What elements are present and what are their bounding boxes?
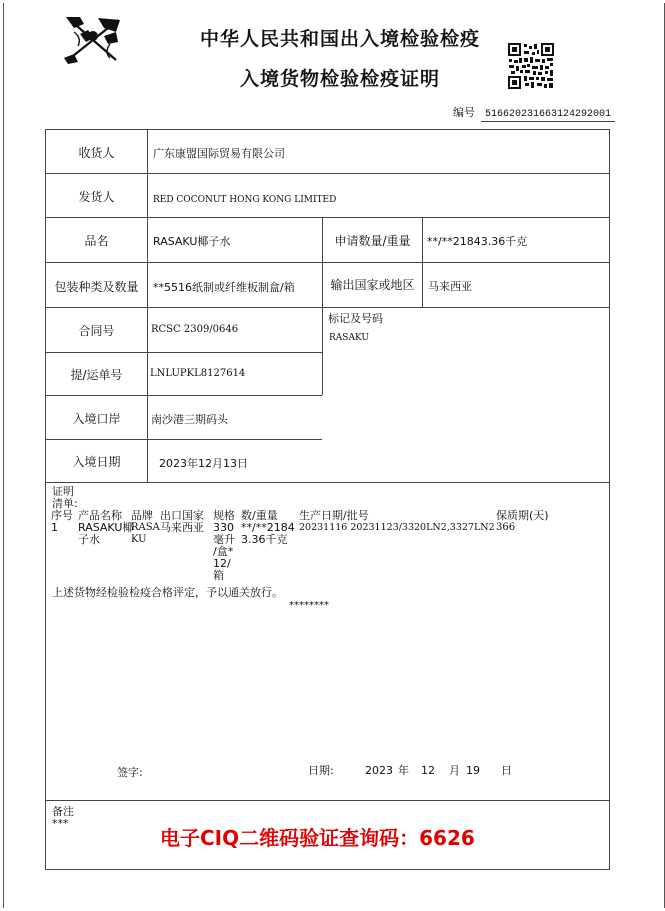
- serial-number: [453, 104, 615, 120]
- row-spec-2: 毫升: [213, 533, 235, 546]
- goods-value: RASAKU椰子水: [153, 235, 231, 248]
- entry-date-label: 入境日期: [72, 455, 121, 469]
- qr-code[interactable]: [507, 42, 555, 90]
- marks-value: RASAKU: [329, 333, 369, 343]
- row-spec-5: 箱: [213, 569, 224, 582]
- row-brand-2: KU: [131, 534, 147, 545]
- col-name: 产品名称: [78, 509, 122, 522]
- row-spec-4: 12/: [213, 557, 231, 570]
- row-brand-1: RASA: [131, 522, 160, 533]
- conclusion-text: 上述货物经检验检疫合格评定，予以通关放行。: [52, 586, 283, 599]
- row-qty-2: 3.36千克: [241, 533, 288, 546]
- date-day: 19: [466, 764, 480, 777]
- row-spec-3: /盒*: [213, 545, 234, 558]
- consignor-value: RED COCONUT HONG KONG LIMITED: [153, 195, 337, 205]
- signature-label: 签字:: [117, 766, 143, 779]
- packing-label: 包装种类及数量: [54, 280, 139, 294]
- serial-label: 编号: [453, 106, 475, 119]
- consignee-label: 收货人: [78, 146, 115, 160]
- col-batch: 生产日期/批号: [299, 509, 369, 522]
- list-title: 清单:: [52, 497, 78, 510]
- row-shelf-life: 366: [496, 522, 516, 533]
- origin-label: 输出国家或地区: [330, 278, 415, 292]
- certificate-heading: 证明: [52, 485, 74, 498]
- title-line2: 入境货物检验检疫证明: [239, 68, 440, 90]
- date-month: 12: [421, 764, 435, 777]
- customs-emblem: [60, 14, 128, 66]
- consignee-value: 广东康盟国际贸易有限公司: [153, 147, 285, 160]
- verification-code: 电子CIQ二维码验证查询码：6626: [160, 826, 475, 850]
- quantity-label: 申请数量/重量: [334, 234, 411, 248]
- row-country: 马来西亚: [160, 521, 204, 534]
- contract-label: 合同号: [78, 324, 115, 338]
- title-line1: 中华人民共和国出入境检验检疫: [199, 28, 480, 50]
- remarks-label: 备注: [52, 805, 74, 818]
- contract-value: RCSC 2309/0646: [151, 324, 239, 335]
- row-qty-1: **/**2184: [241, 521, 295, 534]
- date-year: 2023: [365, 764, 393, 777]
- row-spec-1: 330: [213, 521, 234, 534]
- col-spec: 规格: [213, 509, 235, 522]
- row-name-2: 子水: [78, 533, 100, 546]
- stars-line: ********: [289, 600, 329, 611]
- date-label: 日期:: [308, 764, 334, 777]
- col-shelf-life: 保质期(天): [496, 509, 549, 522]
- date-year-unit: 年: [398, 764, 409, 777]
- quantity-value: **/**21843.36千克: [427, 235, 528, 248]
- row-batch: 20231116 20231123/3320LN2,3327LN2: [299, 522, 495, 533]
- marks-label: 标记及号码: [328, 312, 383, 325]
- entry-port-value: 南沙港三期码头: [151, 413, 228, 426]
- packing-value: **5516纸制或纤维板制盒/箱: [153, 281, 295, 294]
- col-brand: 品牌: [131, 509, 153, 522]
- entry-port-label: 入境口岸: [72, 412, 121, 426]
- origin-value: 马来西亚: [428, 280, 472, 293]
- bill-of-lading-label: 提/运单号: [70, 368, 123, 382]
- entry-date-value: 2023年12月13日: [159, 457, 248, 470]
- consignor-label: 发货人: [78, 190, 115, 204]
- goods-label: 品名: [84, 234, 109, 248]
- serial-value: 516620231663124292001: [481, 109, 615, 122]
- date-day-unit: 日: [501, 764, 512, 777]
- col-country: 出口国家: [160, 509, 204, 522]
- col-qty: 数/重量: [241, 509, 278, 522]
- col-no: 序号: [51, 509, 73, 522]
- bill-of-lading-value: LNLUPKL8127614: [150, 368, 246, 379]
- row-name-1: RASAKU椰: [78, 521, 134, 534]
- row-no: 1: [51, 521, 58, 534]
- date-month-unit: 月: [449, 764, 460, 777]
- remarks-value: ***: [52, 817, 69, 830]
